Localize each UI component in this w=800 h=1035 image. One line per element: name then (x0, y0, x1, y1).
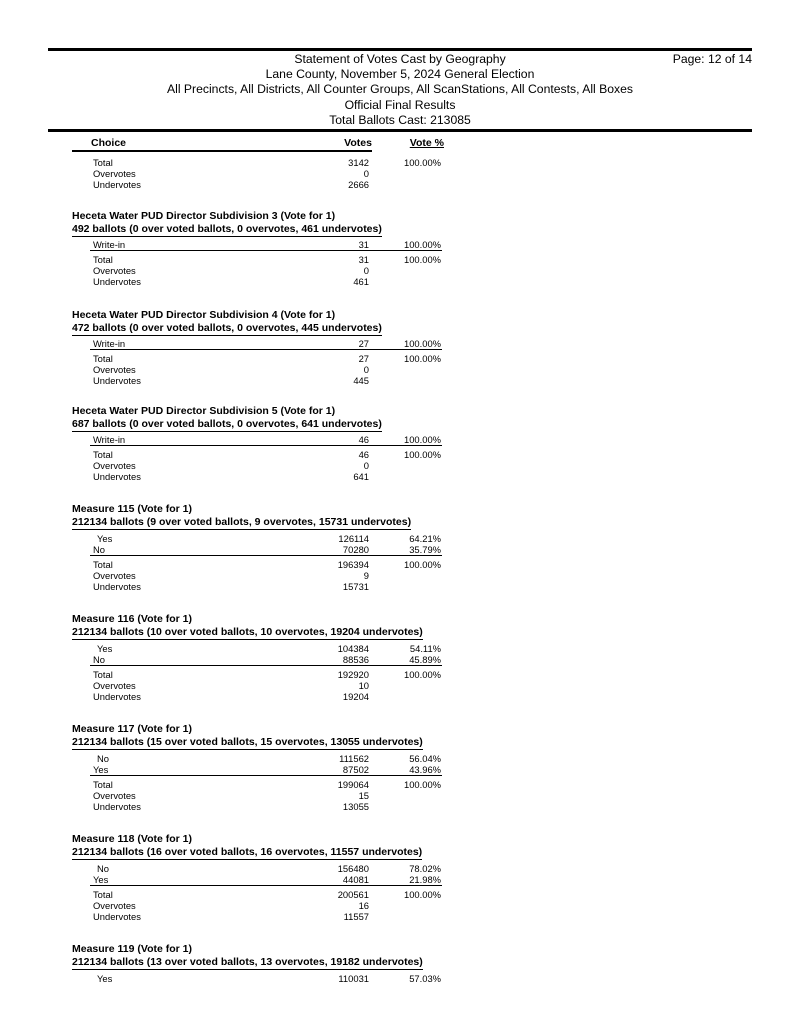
row-choice: No (97, 753, 109, 764)
row-pct: 43.96% (409, 764, 441, 775)
row-choice: Total (93, 254, 113, 265)
row-pct: 100.00% (403, 889, 441, 900)
row-choice: Total (93, 353, 113, 364)
contest-title-text: Heceta Water PUD Director Subdivision 4 (Vote for 1) (72, 309, 336, 321)
row-votes: 111562 (339, 753, 369, 764)
contest-title-text: Measure 116 (Vote for 1) (72, 613, 193, 625)
contest-title (72, 723, 192, 736)
table-row (0, 364, 800, 375)
row-pct: 57.03% (409, 973, 441, 984)
contest-ballots-text: 212134 ballots (16 over voted ballots, 16 overvotes, 11557 undervotes) (72, 846, 423, 858)
contest-ballots (72, 223, 382, 237)
row-votes: 156480 (337, 863, 369, 874)
row-votes: 3142 (348, 157, 369, 168)
contest-ballots (72, 846, 422, 860)
row-choice: Yes (97, 533, 113, 544)
table-row (0, 790, 800, 801)
table-row (0, 570, 800, 581)
row-votes: 104384 (337, 643, 369, 654)
table-row (90, 654, 442, 666)
table-row (0, 265, 800, 276)
table-row (0, 753, 800, 764)
row-votes: 88536 (342, 654, 369, 665)
table-row (90, 239, 442, 251)
row-choice: Undervotes (93, 375, 141, 386)
contest-title (72, 943, 192, 956)
report-total-ballots: Total Ballots Cast: 213085 (329, 112, 471, 127)
row-choice: Total (93, 669, 113, 680)
table-row (0, 276, 800, 287)
table-row (0, 157, 800, 168)
row-votes: 46 (358, 434, 369, 445)
row-votes: 10 (358, 680, 369, 691)
table-row (90, 434, 442, 446)
row-votes: 0 (363, 460, 369, 471)
row-choice: Overvotes (93, 680, 136, 691)
contest-ballots (72, 956, 423, 970)
row-votes: 0 (363, 168, 369, 179)
contest-title (72, 833, 192, 846)
contest-ballots-text: 492 ballots (0 over voted ballots, 0 overvotes, 461 undervotes) (72, 223, 382, 235)
row-choice: Write-in (93, 239, 126, 250)
row-votes: 110031 (338, 973, 369, 984)
row-choice: Undervotes (93, 471, 141, 482)
table-row (90, 874, 442, 886)
row-pct: 100.00% (403, 434, 441, 445)
contest-title (72, 309, 335, 322)
table-row (0, 581, 800, 592)
contest-title-text: Measure 119 (Vote for 1) (72, 943, 193, 955)
row-choice: Total (93, 889, 113, 900)
column-choice-header: Choice (91, 137, 127, 149)
row-choice: Overvotes (93, 265, 136, 276)
table-row (90, 544, 442, 556)
row-votes: 445 (353, 375, 369, 386)
row-choice: Yes (97, 643, 113, 654)
row-votes: 0 (363, 265, 369, 276)
table-row (0, 900, 800, 911)
row-votes: 27 (358, 353, 369, 364)
row-votes: 461 (353, 276, 369, 287)
row-choice: Undervotes (93, 691, 141, 702)
contest-ballots-text: 212134 ballots (10 over voted ballots, 10 overvotes, 19204 undervotes) (72, 626, 423, 638)
row-votes: 11557 (343, 911, 369, 922)
row-pct: 35.79% (409, 544, 441, 555)
header-bottom-rule (48, 129, 752, 132)
row-pct: 100.00% (403, 254, 441, 265)
table-row (0, 779, 800, 790)
table-row (0, 179, 800, 190)
row-choice: Overvotes (93, 364, 136, 375)
row-choice: Total (93, 157, 113, 168)
table-row (90, 338, 442, 350)
row-choice: Yes (93, 764, 109, 775)
row-choice: Write-in (93, 338, 126, 349)
column-votes-header: Votes (344, 137, 372, 149)
row-choice: Undervotes (93, 911, 141, 922)
row-votes: 70280 (342, 544, 369, 555)
row-votes: 27 (358, 338, 369, 349)
row-votes: 641 (353, 471, 369, 482)
row-choice: Overvotes (93, 900, 136, 911)
row-choice: Overvotes (93, 460, 136, 471)
table-row (0, 889, 800, 900)
contest-title-text: Measure 118 (Vote for 1) (72, 833, 193, 845)
row-pct: 100.00% (403, 669, 441, 680)
row-votes: 16 (358, 900, 369, 911)
contest-ballots (72, 418, 382, 432)
row-votes: 15731 (342, 581, 369, 592)
row-pct: 64.21% (409, 533, 441, 544)
report-title: Statement of Votes Cast by Geography (294, 52, 506, 66)
row-choice: Total (93, 779, 113, 790)
row-pct: 78.02% (409, 863, 441, 874)
row-pct: 100.00% (403, 779, 441, 790)
row-choice: Yes (93, 874, 109, 885)
contest-title-text: Heceta Water PUD Director Subdivision 3 (Vote for 1) (72, 210, 336, 222)
column-pct-label: Vote % (409, 137, 444, 149)
row-choice: Overvotes (93, 168, 136, 179)
row-pct: 21.98% (409, 874, 441, 885)
row-votes: 0 (363, 364, 369, 375)
row-votes: 31 (358, 239, 369, 250)
header-top-rule (48, 48, 752, 51)
table-row (90, 764, 442, 776)
row-votes: 19204 (342, 691, 369, 702)
report-header (48, 52, 752, 128)
row-votes: 199064 (337, 779, 369, 790)
row-choice: Total (93, 449, 113, 460)
row-pct: 56.04% (409, 753, 441, 764)
column-header-rule (72, 150, 372, 152)
row-votes: 192920 (337, 669, 369, 680)
table-row (0, 691, 800, 702)
table-row (0, 680, 800, 691)
contest-title (72, 210, 335, 223)
row-choice: Undervotes (93, 581, 141, 592)
row-choice: No (93, 544, 105, 555)
row-choice: Undervotes (93, 276, 141, 287)
contest-ballots (72, 322, 382, 336)
table-row (0, 254, 800, 265)
contest-title-text: Measure 117 (Vote for 1) (72, 723, 193, 735)
contest-title-text: Heceta Water PUD Director Subdivision 5 (Vote for 1) (72, 405, 336, 417)
table-row (0, 669, 800, 680)
table-row (0, 643, 800, 654)
row-choice: Yes (97, 973, 113, 984)
table-row (0, 911, 800, 922)
row-votes: 2666 (348, 179, 369, 190)
row-votes: 126114 (338, 533, 369, 544)
column-pct-header (372, 137, 444, 150)
report-filters: All Precincts, All Districts, All Counter Groups, All ScanStations, All Contests, All Boxes (166, 82, 634, 97)
contest-ballots-text: 212134 ballots (13 over voted ballots, 13 overvotes, 19182 undervotes) (72, 956, 423, 968)
row-votes: 15 (358, 790, 369, 801)
contest-ballots (72, 516, 411, 530)
row-pct: 45.89% (409, 654, 441, 665)
table-row (0, 533, 800, 544)
table-row (0, 168, 800, 179)
row-pct: 100.00% (403, 353, 441, 364)
table-row (0, 375, 800, 386)
row-pct: 100.00% (403, 338, 441, 349)
table-row (0, 559, 800, 570)
contest-ballots-text: 212134 ballots (15 over voted ballots, 15 overvotes, 13055 undervotes) (72, 736, 423, 748)
page-number: Page: 12 of 14 (672, 52, 752, 66)
contest-ballots-text: 212134 ballots (9 over voted ballots, 9 overvotes, 15731 undervotes) (72, 516, 412, 528)
contest-title (72, 405, 335, 418)
row-choice: Write-in (93, 434, 126, 445)
contest-ballots (72, 626, 423, 640)
contest-title (72, 613, 192, 626)
row-choice: Overvotes (93, 790, 136, 801)
contest-ballots-text: 472 ballots (0 over voted ballots, 0 overvotes, 445 undervotes) (72, 322, 382, 334)
row-pct: 54.11% (409, 643, 441, 654)
row-votes: 87502 (342, 764, 369, 775)
table-row (0, 460, 800, 471)
contest-ballots (72, 736, 423, 750)
row-choice: No (97, 863, 109, 874)
row-pct: 100.00% (403, 239, 441, 250)
table-row (0, 471, 800, 482)
row-votes: 200561 (337, 889, 369, 900)
row-choice: Undervotes (93, 801, 141, 812)
row-votes: 46 (358, 449, 369, 460)
row-votes: 31 (358, 254, 369, 265)
table-row (0, 801, 800, 812)
contest-title (72, 503, 192, 516)
table-row (0, 353, 800, 364)
contest-title-text: Measure 115 (Vote for 1) (72, 503, 193, 515)
row-pct: 100.00% (403, 449, 441, 460)
row-votes: 9 (363, 570, 369, 581)
row-pct: 100.00% (403, 559, 441, 570)
report-election: Lane County, November 5, 2024 General Election (265, 67, 535, 82)
row-votes: 13055 (342, 801, 369, 812)
report-status: Official Final Results (344, 97, 456, 112)
row-votes: 44081 (342, 874, 369, 885)
row-choice: No (93, 654, 105, 665)
row-choice: Total (93, 559, 113, 570)
table-row (0, 863, 800, 874)
row-pct: 100.00% (403, 157, 441, 168)
table-row (0, 973, 800, 984)
table-row (0, 449, 800, 460)
row-choice: Overvotes (93, 570, 136, 581)
contest-ballots-text: 687 ballots (0 over voted ballots, 0 overvotes, 641 undervotes) (72, 418, 382, 430)
row-choice: Undervotes (93, 179, 141, 190)
row-votes: 196394 (337, 559, 369, 570)
